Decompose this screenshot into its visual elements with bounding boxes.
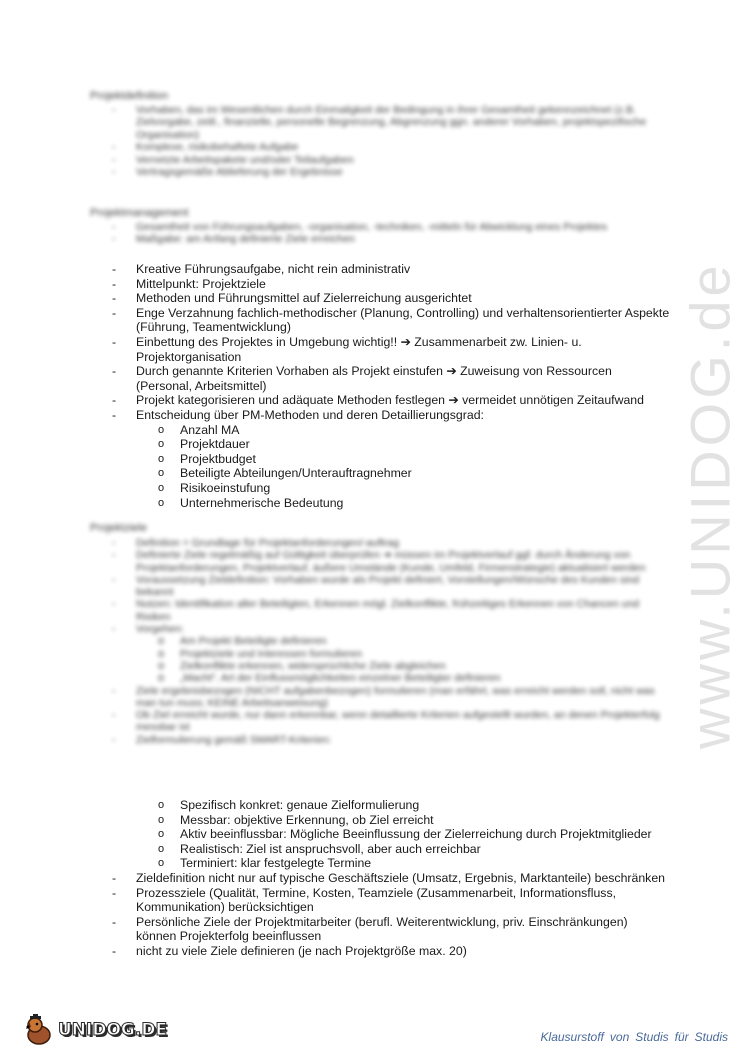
vorgehen-sublist xyxy=(110,635,670,684)
sub-list-item: o Beteiligte Abteilungen/Unterauftragnehmer xyxy=(158,466,412,481)
list-item: - Vernetzte Arbeitspakete und/oder Teilaufgaben xyxy=(112,153,354,166)
list-item: - Mittelpunkt: Projektziele xyxy=(112,276,266,291)
list-item: - Enge Verzahnung fachlich-methodischer (Planung, Controlling) und verhaltensorientierter Aspekte (Führung, Teamentwicklung) xyxy=(112,305,670,335)
sub-list-item: o Spezifisch konkret: genaue Zielformulierung xyxy=(158,798,420,812)
sub-list-item: o Zielkonflikte erkennen, widersprüchliche Ziele abgleichen xyxy=(158,659,446,672)
list-item: - Einbettung des Projektes in Umgebung wichtig!! ➔ Zusammenarbeit zw. Linien- u. Projektorganisation xyxy=(112,334,582,364)
dog-mascot-icon xyxy=(22,1013,56,1047)
list-item: - Durch genannte Kriterien Vorhaben als Projekt einstufen ➔ Zuweisung von Ressourcen (Personal, Arbeitsmittel) xyxy=(112,364,612,393)
projektmanagement-list xyxy=(110,262,670,510)
list-item: - Zielformulierung gemäß SMART-Kriterien: xyxy=(112,733,332,746)
sub-list-item: o Risikoeinstufung xyxy=(158,480,271,495)
list-item: - Prozessziele (Qualität, Termine, Kosten, Teamziele (Zusammenarbeit, Informationsfluss, Kommunikation) berücksichtigen xyxy=(112,885,617,915)
sub-list-item: o Aktiv beeinflussbar: Mögliche Beeinflussung der Zielerreichung durch Projektmitglieder xyxy=(158,827,652,842)
list-item: - Ziele ergebnisbezogen (NICHT aufgabenbezogen) formulieren (man erfährt, was erreicht werden soll, nicht was man tun muss; KEINE Arbeitsanweisung) xyxy=(112,684,655,709)
sub-list-item: o Anzahl MA xyxy=(158,422,240,437)
projektziele-blurred-list xyxy=(110,537,670,746)
list-item: - nicht zu viele Ziele definieren (je nach Projektgröße max. 20) xyxy=(112,943,467,958)
smart-sublist xyxy=(110,798,670,871)
list-item: - Definierte Ziele regelmäßig auf Gültigkeit überprüfen ➔ müssen im Projektverlauf ggf. durch Änderung von Projektanforderungen, Projektverlauf, äußere Umstände (Kunde, Umfeld, Firmenstrategie) aktualisiert werden xyxy=(112,549,646,574)
pm-criteria-sublist xyxy=(110,423,670,511)
projektmanagement-blurred-list xyxy=(110,221,670,246)
sub-list-item: o Projektdauer xyxy=(158,437,250,452)
sub-list-item: o „Macht“. Art der Einflussmöglichkeiten einzelner Beteiligter definieren xyxy=(158,672,501,685)
list-item: - Komplexe, risikobehaftete Aufgabe xyxy=(112,141,299,154)
sub-list-item: o Unternehmerische Bedeutung xyxy=(158,495,344,510)
section-title-projektziele: Projektziele xyxy=(90,522,147,534)
list-item: - Projekt kategorisieren und adäquate Methoden festlegen ➔ vermeidet unnötigen Zeitaufwand xyxy=(112,393,644,408)
list-item: - Persönliche Ziele der Projektmitarbeiter (berufl. Weiterentwicklung, priv. Einschränkungen) können Projekterfolg beeinflussen xyxy=(112,914,628,944)
list-item: - Vorhaben, das im Wesentlichen durch Einmaligkeit der Bedingung in ihrer Gesamtheit gekennzeichnet (z.B. Zielvorgabe, zeitl., finanzielle, personelle Begrenzung, Abgrenzung ggn. anderer Vorhaben, projektspezifische Organisation) xyxy=(112,104,647,141)
list-item: - Kreative Führungsaufgabe, nicht rein administrativ xyxy=(112,262,411,276)
footer-tagline: Klausurstoff von Studis für Studis xyxy=(540,1030,728,1044)
list-item: - Nutzen: Identifikation aller Beteiligten, Erkennen mögl. Zielkonflikte, frühzeitiges Erkennen von Chancen und Risiken xyxy=(112,598,640,623)
sub-list-item: o Projektbudget xyxy=(158,451,256,466)
section-title-projektdefinition: Projektdefinition xyxy=(90,90,169,102)
list-item: - Methoden und Führungsmittel auf Zielerreichung ausgerichtet xyxy=(112,291,472,306)
list-item: - Gesamtheit von Führungsaufgaben, -organisation, -techniken, -mitteln für Abwicklung eines Projektes xyxy=(112,221,608,233)
sub-list-item: o Am Projekt Beteiligte definieren xyxy=(158,635,327,648)
smart-criteria-list xyxy=(110,798,670,959)
list-item: - Voraussetzung Zieldefinition: Vorhaben wurde als Projekt definiert, Vorstellungen/Wünsche des Kunden sind bekannt xyxy=(112,573,640,599)
list-item: - Zieldefinition nicht nur auf typische Geschäftsziele (Umsatz, Ergebnis, Marktanteile) beschränken xyxy=(112,870,666,885)
unidog-logo xyxy=(22,1010,168,1050)
watermark: www.UNIDOG.de xyxy=(678,261,742,749)
list-item: - Vertragsgemäße Ablieferung der Ergebnisse xyxy=(112,166,343,179)
sub-list-item: o Terminiert: klar festgelegte Termine xyxy=(158,856,372,871)
sub-list-item: o Realistisch: Ziel ist anspruchsvoll, aber auch erreichbar xyxy=(158,841,481,856)
section-title-projektmanagement: Projektmanagement xyxy=(90,207,189,219)
list-item: - Entscheidung über PM-Methoden und deren Detaillierungsgrad: o Anzahl MA o Projektdauer o Projektbudget o Beteiligte Abteilungen/Unterauftragnehmer o Risikoeinstufung o Unternehmerische Bedeutung xyxy=(110,408,670,510)
smart-sublist-wrapper xyxy=(110,798,670,871)
logo-text: UNIDOG.DE xyxy=(58,1020,168,1040)
sub-list-item: o Messbar: objektive Erkennung, ob Ziel erreicht xyxy=(158,812,434,827)
sub-list-item: o Projektziele und Interessen formulieren xyxy=(158,647,363,660)
list-item: - Definition = Grundlage für Projektanforderungen/-auftrag xyxy=(112,537,399,549)
projektdefinition-list xyxy=(110,104,670,178)
list-item: - Vorgehen: o Am Projekt Beteiligte definieren o Projektziele und Interessen formulieren o Zielkonflikte erkennen, widersprüchliche Ziele abgleichen o „Macht“. Art der Einflussmöglichkeiten einzelner Beteiligter definieren xyxy=(110,623,670,684)
list-item: - Ob Ziel erreicht wurde, nur dann erkennbar, wenn detaillierte Kriterien aufgestellt wurden, an denen Projekterfolg messbar ist xyxy=(112,709,660,734)
list-item: - Maßgabe: am Anfang definierte Ziele erreichen xyxy=(112,233,355,246)
